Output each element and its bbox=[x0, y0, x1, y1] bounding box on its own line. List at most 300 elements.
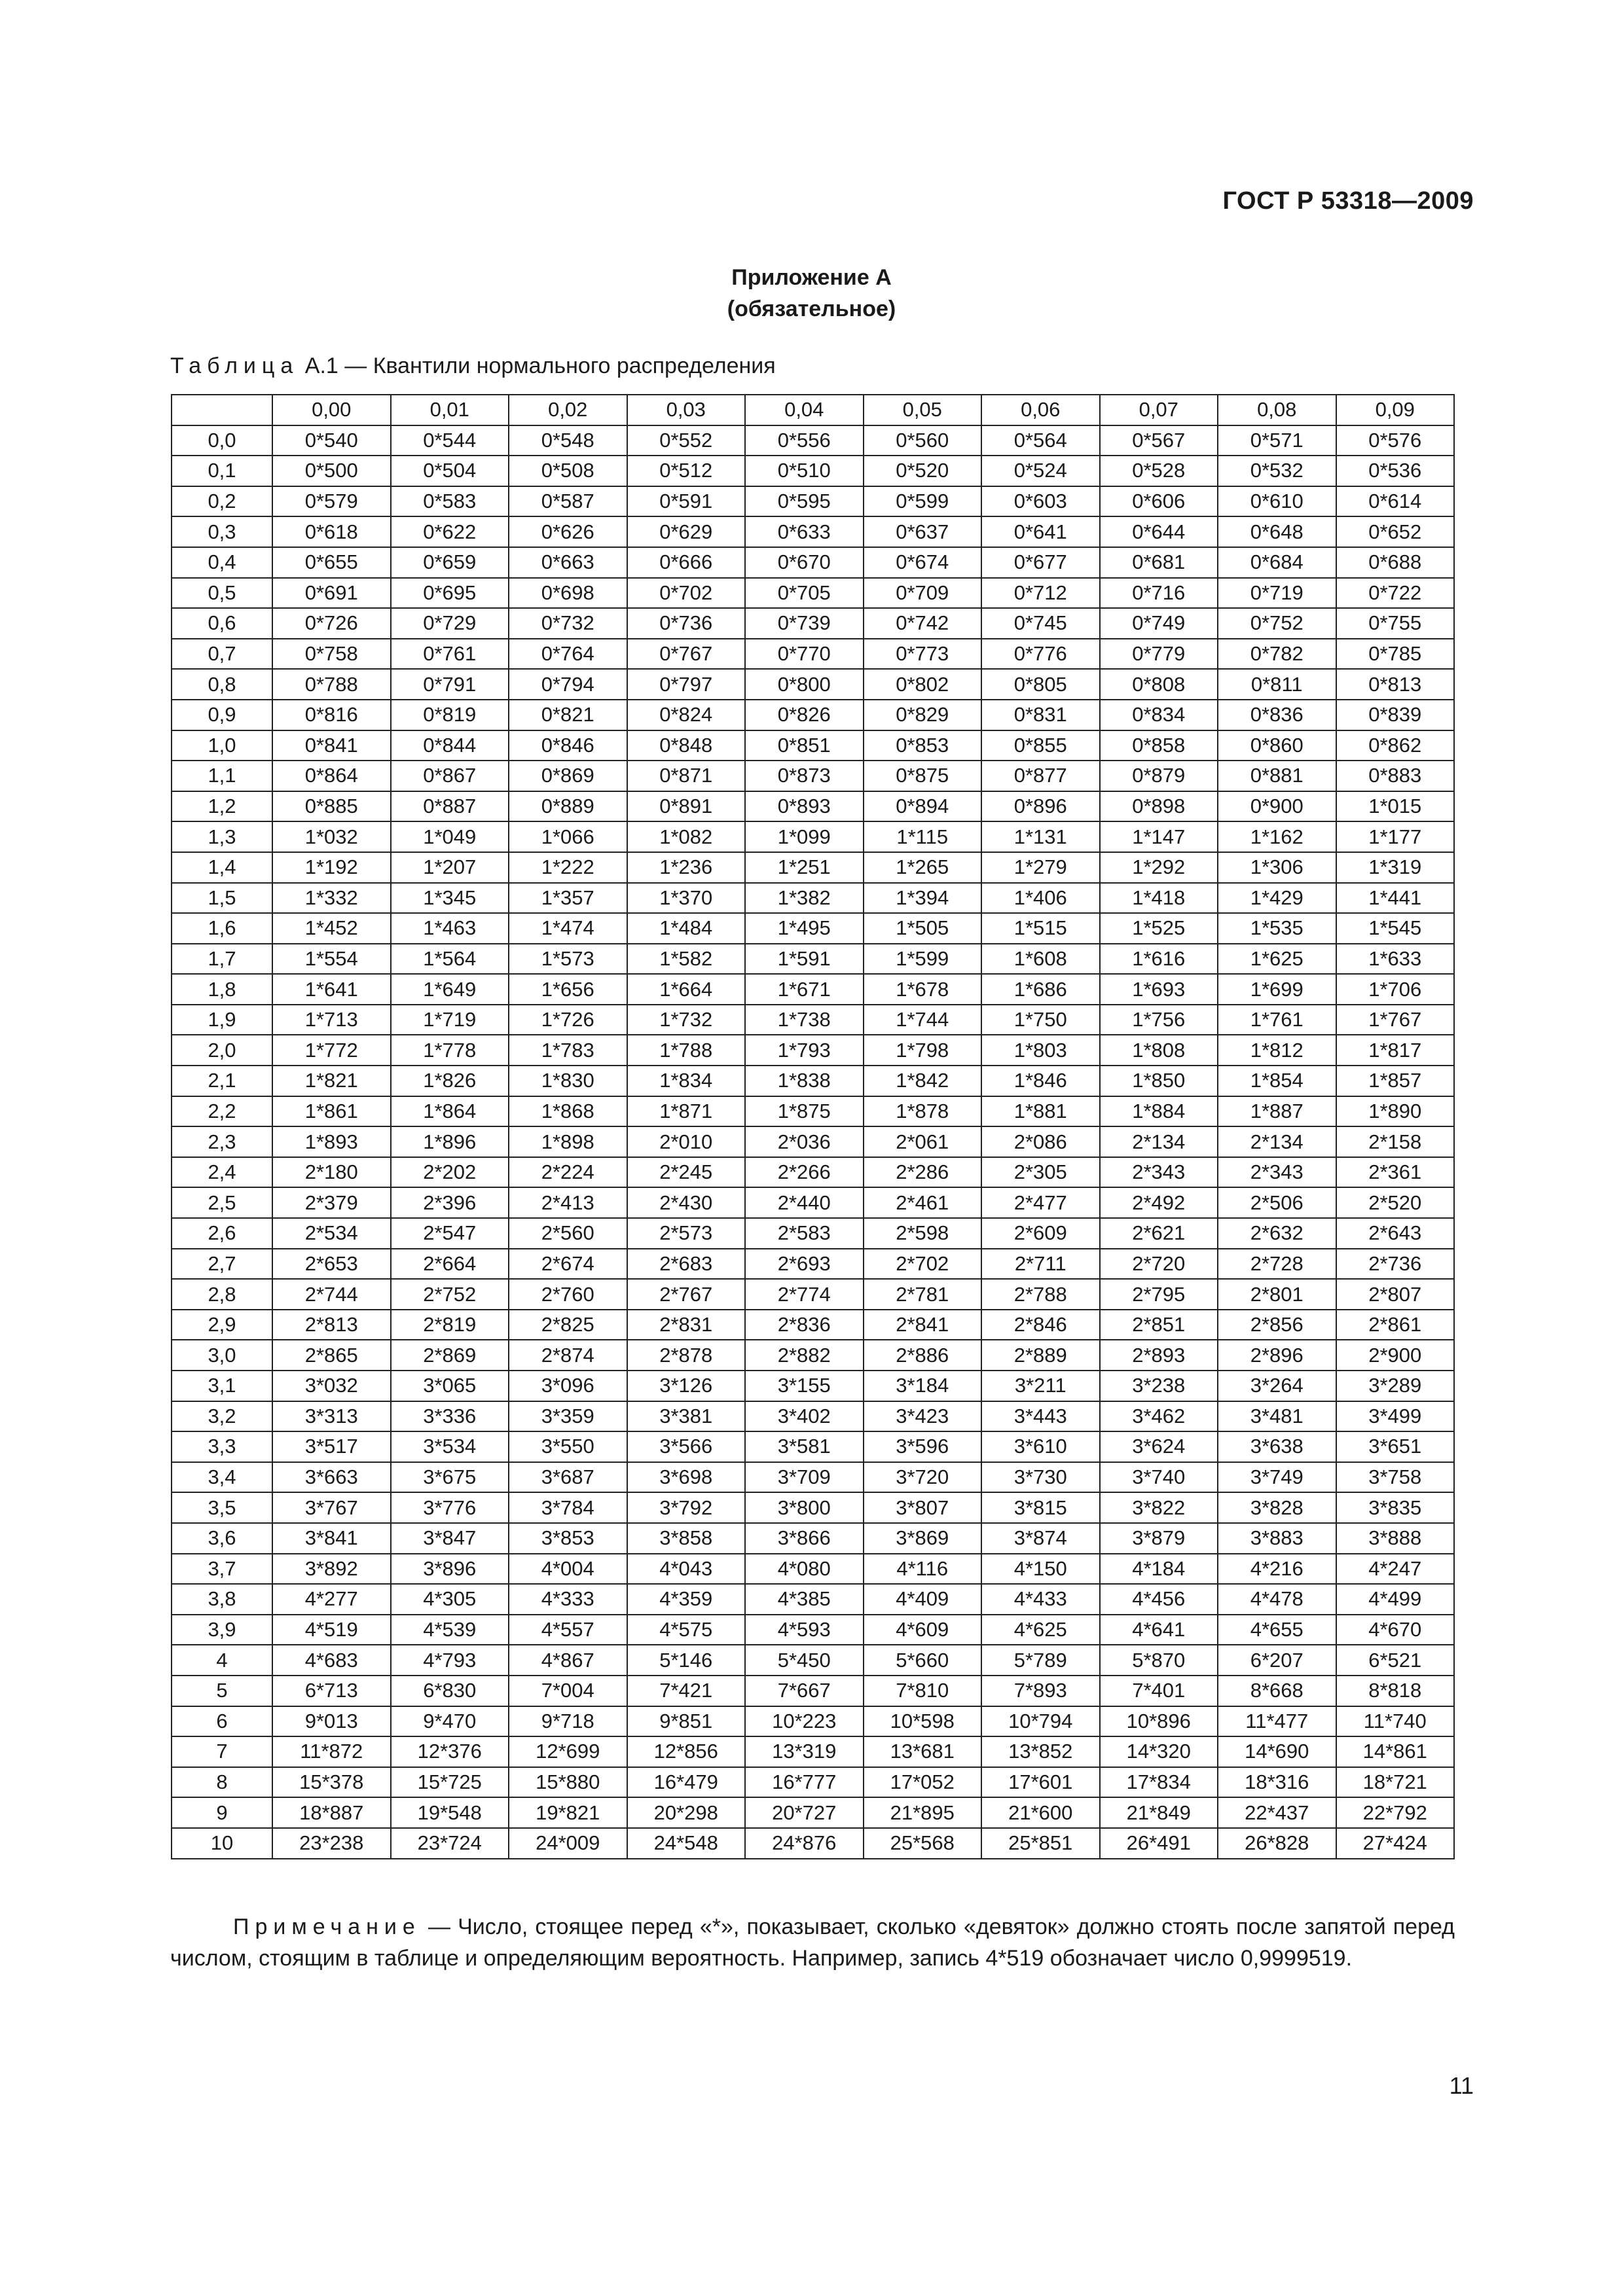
table-cell: 3*126 bbox=[627, 1371, 746, 1401]
table-cell: 0*867 bbox=[391, 761, 509, 791]
table-cell: 0*510 bbox=[745, 456, 864, 486]
row-label-cell: 2,0 bbox=[172, 1035, 272, 1066]
table-row bbox=[172, 1279, 1454, 1310]
appendix-title bbox=[0, 262, 1623, 325]
table-cell: 0*761 bbox=[391, 639, 509, 670]
table-cell: 1*032 bbox=[272, 821, 391, 852]
table-cell: 14*861 bbox=[1336, 1736, 1455, 1767]
table-cell: 1*147 bbox=[1100, 821, 1218, 852]
table-cell: 0*898 bbox=[1100, 791, 1218, 822]
table-row bbox=[172, 1005, 1454, 1035]
table-cell: 1*649 bbox=[391, 974, 509, 1005]
table-cell: 0*702 bbox=[627, 578, 746, 609]
table-row bbox=[172, 1310, 1454, 1340]
table-cell: 8*668 bbox=[1218, 1676, 1336, 1706]
table-cell: 1*896 bbox=[391, 1126, 509, 1157]
table-cell: 0*829 bbox=[864, 700, 982, 730]
table-row bbox=[172, 1462, 1454, 1493]
column-header: 0,02 bbox=[509, 395, 627, 425]
table-cell: 3*807 bbox=[864, 1492, 982, 1523]
table-cell: 0*698 bbox=[509, 578, 627, 609]
table-cell: 1*505 bbox=[864, 913, 982, 944]
table-cell: 1*131 bbox=[981, 821, 1100, 852]
table-cell: 9*718 bbox=[509, 1706, 627, 1737]
table-cell: 0*688 bbox=[1336, 547, 1455, 578]
table-cell: 3*534 bbox=[391, 1431, 509, 1462]
table-cell: 2*813 bbox=[272, 1310, 391, 1340]
table-cell: 0*633 bbox=[745, 516, 864, 547]
row-label-cell: 1,9 bbox=[172, 1005, 272, 1035]
table-cell: 3*822 bbox=[1100, 1492, 1218, 1523]
table-cell: 0*732 bbox=[509, 608, 627, 639]
table-cell: 0*802 bbox=[864, 669, 982, 700]
table-cell: 1*418 bbox=[1100, 883, 1218, 914]
table-cell: 21*895 bbox=[864, 1797, 982, 1828]
table-cell: 3*784 bbox=[509, 1492, 627, 1523]
table-cell: 0*544 bbox=[391, 425, 509, 456]
table-cell: 0*524 bbox=[981, 456, 1100, 486]
table-row bbox=[172, 883, 1454, 914]
table-cell: 0*556 bbox=[745, 425, 864, 456]
table-cell: 0*739 bbox=[745, 608, 864, 639]
table-cell: 4*247 bbox=[1336, 1554, 1455, 1585]
table-cell: 3*517 bbox=[272, 1431, 391, 1462]
table-cell: 2*573 bbox=[627, 1218, 746, 1249]
table-cell: 0*719 bbox=[1218, 578, 1336, 609]
table-row bbox=[172, 1035, 1454, 1066]
table-cell: 17*052 bbox=[864, 1767, 982, 1798]
table-cell: 0*674 bbox=[864, 547, 982, 578]
table-cell: 3*499 bbox=[1336, 1401, 1455, 1432]
table-cell: 1*761 bbox=[1218, 1005, 1336, 1035]
table-cell: 0*691 bbox=[272, 578, 391, 609]
table-cell: 0*670 bbox=[745, 547, 864, 578]
table-cell: 4*216 bbox=[1218, 1554, 1336, 1585]
row-label-cell: 1,6 bbox=[172, 913, 272, 944]
table-cell: 2*878 bbox=[627, 1340, 746, 1371]
table-cell: 1*798 bbox=[864, 1035, 982, 1066]
table-cell: 2*086 bbox=[981, 1126, 1100, 1157]
table-cell: 0*864 bbox=[272, 761, 391, 791]
table-cell: 7*004 bbox=[509, 1676, 627, 1706]
table-cell: 4*593 bbox=[745, 1615, 864, 1645]
table-cell: 2*534 bbox=[272, 1218, 391, 1249]
note-label: Примечание bbox=[233, 1914, 421, 1939]
table-cell: 3*720 bbox=[864, 1462, 982, 1493]
table-row bbox=[172, 1126, 1454, 1157]
table-cell: 12*699 bbox=[509, 1736, 627, 1767]
table-row bbox=[172, 1340, 1454, 1371]
table-cell: 0*831 bbox=[981, 700, 1100, 730]
table-cell: 0*705 bbox=[745, 578, 864, 609]
row-label-cell: 0,3 bbox=[172, 516, 272, 547]
header-corner-cell bbox=[172, 395, 272, 425]
table-cell: 1*525 bbox=[1100, 913, 1218, 944]
table-cell: 1*251 bbox=[745, 852, 864, 883]
table-cell: 3*663 bbox=[272, 1462, 391, 1493]
table-cell: 3*238 bbox=[1100, 1371, 1218, 1401]
table-row bbox=[172, 1371, 1454, 1401]
table-cell: 0*655 bbox=[272, 547, 391, 578]
table-cell: 3*264 bbox=[1218, 1371, 1336, 1401]
table-cell: 0*755 bbox=[1336, 608, 1455, 639]
row-label-cell: 0,7 bbox=[172, 639, 272, 670]
table-cell: 2*869 bbox=[391, 1340, 509, 1371]
table-cell: 1*750 bbox=[981, 1005, 1100, 1035]
table-cell: 3*624 bbox=[1100, 1431, 1218, 1462]
table-cell: 17*834 bbox=[1100, 1767, 1218, 1798]
table-cell: 5*660 bbox=[864, 1645, 982, 1676]
table-row bbox=[172, 1676, 1454, 1706]
table-cell: 23*724 bbox=[391, 1828, 509, 1859]
table-note bbox=[170, 1911, 1455, 1974]
table-row bbox=[172, 1706, 1454, 1737]
table-cell: 4*519 bbox=[272, 1615, 391, 1645]
table-cell: 0*622 bbox=[391, 516, 509, 547]
table-cell: 3*462 bbox=[1100, 1401, 1218, 1432]
table-cell: 3*858 bbox=[627, 1523, 746, 1554]
table-cell: 9*851 bbox=[627, 1706, 746, 1737]
table-row bbox=[172, 1797, 1454, 1828]
table-cell: 2*202 bbox=[391, 1157, 509, 1188]
table-cell: 0*839 bbox=[1336, 700, 1455, 730]
table-row bbox=[172, 669, 1454, 700]
table-cell: 1*767 bbox=[1336, 1005, 1455, 1035]
table-cell: 0*540 bbox=[272, 425, 391, 456]
table-cell: 4*004 bbox=[509, 1554, 627, 1585]
table-cell: 1*115 bbox=[864, 821, 982, 852]
table-row bbox=[172, 700, 1454, 730]
table-cell: 19*548 bbox=[391, 1797, 509, 1828]
row-label-cell: 4 bbox=[172, 1645, 272, 1676]
table-cell: 7*893 bbox=[981, 1676, 1100, 1706]
appendix-heading: Приложение А bbox=[731, 265, 892, 290]
table-row bbox=[172, 1431, 1454, 1462]
table-caption bbox=[170, 353, 776, 379]
table-cell: 0*873 bbox=[745, 761, 864, 791]
table-cell: 1*177 bbox=[1336, 821, 1455, 852]
table-row bbox=[172, 456, 1454, 486]
table-cell: 1*222 bbox=[509, 852, 627, 883]
table-cell: 15*725 bbox=[391, 1767, 509, 1798]
row-label-cell: 3,1 bbox=[172, 1371, 272, 1401]
table-cell: 1*452 bbox=[272, 913, 391, 944]
row-label-cell: 6 bbox=[172, 1706, 272, 1737]
table-cell: 1*834 bbox=[627, 1066, 746, 1096]
table-cell: 0*591 bbox=[627, 486, 746, 517]
table-cell: 4*557 bbox=[509, 1615, 627, 1645]
table-cell: 0*846 bbox=[509, 730, 627, 761]
table-cell: 4*625 bbox=[981, 1615, 1100, 1645]
table-cell: 0*877 bbox=[981, 761, 1100, 791]
table-cell: 1*474 bbox=[509, 913, 627, 944]
table-cell: 1*292 bbox=[1100, 852, 1218, 883]
table-cell: 11*872 bbox=[272, 1736, 391, 1767]
table-cell: 0*788 bbox=[272, 669, 391, 700]
table-cell: 1*871 bbox=[627, 1096, 746, 1127]
table-cell: 24*876 bbox=[745, 1828, 864, 1859]
table-cell: 0*500 bbox=[272, 456, 391, 486]
table-cell: 2*396 bbox=[391, 1187, 509, 1218]
table-cell: 3*698 bbox=[627, 1462, 746, 1493]
table-cell: 0*520 bbox=[864, 456, 982, 486]
table-cell: 4*499 bbox=[1336, 1584, 1455, 1615]
table-cell: 1*793 bbox=[745, 1035, 864, 1066]
table-cell: 0*552 bbox=[627, 425, 746, 456]
table-cell: 2*134 bbox=[1100, 1126, 1218, 1157]
table-cell: 3*847 bbox=[391, 1523, 509, 1554]
row-label-cell: 1,0 bbox=[172, 730, 272, 761]
table-cell: 1*573 bbox=[509, 944, 627, 975]
table-cell: 4*575 bbox=[627, 1615, 746, 1645]
table-cell: 4*333 bbox=[509, 1584, 627, 1615]
table-row bbox=[172, 1401, 1454, 1432]
row-label-cell: 0,2 bbox=[172, 486, 272, 517]
table-cell: 22*437 bbox=[1218, 1797, 1336, 1828]
table-cell: 1*857 bbox=[1336, 1066, 1455, 1096]
table-cell: 18*887 bbox=[272, 1797, 391, 1828]
table-cell: 0*508 bbox=[509, 456, 627, 486]
table-cell: 12*376 bbox=[391, 1736, 509, 1767]
table-cell: 2*825 bbox=[509, 1310, 627, 1340]
table-cell: 0*564 bbox=[981, 425, 1100, 456]
table-cell: 4*793 bbox=[391, 1645, 509, 1676]
table-cell: 3*853 bbox=[509, 1523, 627, 1554]
row-label-cell: 2,5 bbox=[172, 1187, 272, 1218]
table-cell: 0*860 bbox=[1218, 730, 1336, 761]
table-cell: 0*576 bbox=[1336, 425, 1455, 456]
table-cell: 0*889 bbox=[509, 791, 627, 822]
table-row bbox=[172, 944, 1454, 975]
table-cell: 3*749 bbox=[1218, 1462, 1336, 1493]
table-cell: 2*744 bbox=[272, 1279, 391, 1310]
table-cell: 2*841 bbox=[864, 1310, 982, 1340]
table-row bbox=[172, 547, 1454, 578]
table-cell: 0*618 bbox=[272, 516, 391, 547]
table-cell: 0*663 bbox=[509, 547, 627, 578]
table-cell: 2*856 bbox=[1218, 1310, 1336, 1340]
table-cell: 2*788 bbox=[981, 1279, 1100, 1310]
table-cell: 0*583 bbox=[391, 486, 509, 517]
table-cell: 4*609 bbox=[864, 1615, 982, 1645]
table-cell: 0*875 bbox=[864, 761, 982, 791]
table-cell: 0*659 bbox=[391, 547, 509, 578]
table-cell: 0*881 bbox=[1218, 761, 1336, 791]
table-cell: 11*740 bbox=[1336, 1706, 1455, 1737]
table-cell: 1*535 bbox=[1218, 913, 1336, 944]
table-row bbox=[172, 1767, 1454, 1798]
table-cell: 0*736 bbox=[627, 608, 746, 639]
table-cell: 2*286 bbox=[864, 1157, 982, 1188]
table-cell: 1*162 bbox=[1218, 821, 1336, 852]
table-cell: 1*738 bbox=[745, 1005, 864, 1035]
table-row bbox=[172, 791, 1454, 822]
table-cell: 3*883 bbox=[1218, 1523, 1336, 1554]
table-cell: 2*245 bbox=[627, 1157, 746, 1188]
table-cell: 1*192 bbox=[272, 852, 391, 883]
table-cell: 1*890 bbox=[1336, 1096, 1455, 1127]
table-cell: 16*777 bbox=[745, 1767, 864, 1798]
table-cell: 1*495 bbox=[745, 913, 864, 944]
table-row bbox=[172, 1157, 1454, 1188]
table-cell: 3*815 bbox=[981, 1492, 1100, 1523]
table-cell: 0*871 bbox=[627, 761, 746, 791]
table-cell: 4*043 bbox=[627, 1554, 746, 1585]
table-cell: 2*305 bbox=[981, 1157, 1100, 1188]
table-cell: 2*874 bbox=[509, 1340, 627, 1371]
table-cell: 6*713 bbox=[272, 1676, 391, 1706]
table-cell: 2*836 bbox=[745, 1310, 864, 1340]
table-cell: 14*690 bbox=[1218, 1736, 1336, 1767]
table-cell: 18*721 bbox=[1336, 1767, 1455, 1798]
table-cell: 1*484 bbox=[627, 913, 746, 944]
table-cell: 22*792 bbox=[1336, 1797, 1455, 1828]
table-cell: 0*648 bbox=[1218, 516, 1336, 547]
table-cell: 2*702 bbox=[864, 1249, 982, 1280]
table-cell: 0*869 bbox=[509, 761, 627, 791]
table-cell: 1*394 bbox=[864, 883, 982, 914]
table-cell: 5*146 bbox=[627, 1645, 746, 1676]
table-cell: 2*343 bbox=[1218, 1157, 1336, 1188]
table-cell: 0*716 bbox=[1100, 578, 1218, 609]
table-cell: 3*758 bbox=[1336, 1462, 1455, 1493]
row-label-cell: 0,6 bbox=[172, 608, 272, 639]
table-cell: 4*478 bbox=[1218, 1584, 1336, 1615]
row-label-cell: 2,1 bbox=[172, 1066, 272, 1096]
table-cell: 1*756 bbox=[1100, 1005, 1218, 1035]
row-label-cell: 1,1 bbox=[172, 761, 272, 791]
table-cell: 2*851 bbox=[1100, 1310, 1218, 1340]
table-cell: 3*313 bbox=[272, 1401, 391, 1432]
table-cell: 0*749 bbox=[1100, 608, 1218, 639]
table-cell: 2*361 bbox=[1336, 1157, 1455, 1188]
table-cell: 1*554 bbox=[272, 944, 391, 975]
table-cell: 21*600 bbox=[981, 1797, 1100, 1828]
table-cell: 0*610 bbox=[1218, 486, 1336, 517]
table-body bbox=[172, 425, 1454, 1859]
page-number: 11 bbox=[1449, 2072, 1474, 2099]
table-header-row bbox=[172, 395, 1454, 425]
table-cell: 0*855 bbox=[981, 730, 1100, 761]
table-cell: 0*742 bbox=[864, 608, 982, 639]
table-cell: 3*866 bbox=[745, 1523, 864, 1554]
table-cell: 1*671 bbox=[745, 974, 864, 1005]
table-cell: 1*564 bbox=[391, 944, 509, 975]
column-header: 0,04 bbox=[745, 395, 864, 425]
table-cell: 2*134 bbox=[1218, 1126, 1336, 1157]
table-cell: 0*794 bbox=[509, 669, 627, 700]
table-cell: 2*440 bbox=[745, 1187, 864, 1218]
table-cell: 3*443 bbox=[981, 1401, 1100, 1432]
table-cell: 3*638 bbox=[1218, 1431, 1336, 1462]
table-cell: 0*603 bbox=[981, 486, 1100, 517]
table-row bbox=[172, 913, 1454, 944]
table-cell: 1*864 bbox=[391, 1096, 509, 1127]
table-cell: 2*379 bbox=[272, 1187, 391, 1218]
row-label-cell: 1,2 bbox=[172, 791, 272, 822]
table-cell: 2*846 bbox=[981, 1310, 1100, 1340]
table-cell: 13*852 bbox=[981, 1736, 1100, 1767]
table-cell: 2*893 bbox=[1100, 1340, 1218, 1371]
table-cell: 13*681 bbox=[864, 1736, 982, 1767]
table-cell: 7*810 bbox=[864, 1676, 982, 1706]
table-cell: 1*345 bbox=[391, 883, 509, 914]
table-cell: 0*752 bbox=[1218, 608, 1336, 639]
table-cell: 5*789 bbox=[981, 1645, 1100, 1676]
table-row bbox=[172, 761, 1454, 791]
table-cell: 2*801 bbox=[1218, 1279, 1336, 1310]
table-cell: 2*609 bbox=[981, 1218, 1100, 1249]
table-cell: 0*797 bbox=[627, 669, 746, 700]
row-label-cell: 2,2 bbox=[172, 1096, 272, 1127]
table-cell: 3*675 bbox=[391, 1462, 509, 1493]
table-cell: 3*651 bbox=[1336, 1431, 1455, 1462]
column-header: 0,07 bbox=[1100, 395, 1218, 425]
column-header: 0,05 bbox=[864, 395, 982, 425]
table-cell: 0*729 bbox=[391, 608, 509, 639]
table-cell: 1*821 bbox=[272, 1066, 391, 1096]
table-cell: 1*846 bbox=[981, 1066, 1100, 1096]
table-cell: 1*788 bbox=[627, 1035, 746, 1066]
table-cell: 2*547 bbox=[391, 1218, 509, 1249]
table-cell: 1*066 bbox=[509, 821, 627, 852]
column-header: 0,08 bbox=[1218, 395, 1336, 425]
row-label-cell: 3,0 bbox=[172, 1340, 272, 1371]
table-cell: 3*032 bbox=[272, 1371, 391, 1401]
table-cell: 2*180 bbox=[272, 1157, 391, 1188]
table-cell: 2*036 bbox=[745, 1126, 864, 1157]
table-cell: 4*116 bbox=[864, 1554, 982, 1585]
table-cell: 1*207 bbox=[391, 852, 509, 883]
table-cell: 0*512 bbox=[627, 456, 746, 486]
table-cell: 1*830 bbox=[509, 1066, 627, 1096]
table-cell: 0*684 bbox=[1218, 547, 1336, 578]
table-row bbox=[172, 1523, 1454, 1554]
table-cell: 2*882 bbox=[745, 1340, 864, 1371]
table-cell: 0*844 bbox=[391, 730, 509, 761]
table-cell: 1*808 bbox=[1100, 1035, 1218, 1066]
table-cell: 0*567 bbox=[1100, 425, 1218, 456]
table-cell: 0*785 bbox=[1336, 639, 1455, 670]
table-cell: 2*819 bbox=[391, 1310, 509, 1340]
table-cell: 12*856 bbox=[627, 1736, 746, 1767]
row-label-cell: 1,7 bbox=[172, 944, 272, 975]
table-cell: 1*463 bbox=[391, 913, 509, 944]
row-label-cell: 0,5 bbox=[172, 578, 272, 609]
table-cell: 0*767 bbox=[627, 639, 746, 670]
table-cell: 3*359 bbox=[509, 1401, 627, 1432]
table-cell: 0*776 bbox=[981, 639, 1100, 670]
table-row bbox=[172, 1187, 1454, 1218]
table-row bbox=[172, 1249, 1454, 1280]
table-row bbox=[172, 1584, 1454, 1615]
table-cell: 1*515 bbox=[981, 913, 1100, 944]
table-cell: 2*653 bbox=[272, 1249, 391, 1280]
table-caption-text: А.1 — Квантили нормального распределения bbox=[304, 353, 776, 378]
table-cell: 3*767 bbox=[272, 1492, 391, 1523]
table-cell: 0*528 bbox=[1100, 456, 1218, 486]
table-cell: 0*745 bbox=[981, 608, 1100, 639]
table-cell: 0*836 bbox=[1218, 700, 1336, 730]
table-cell: 4*080 bbox=[745, 1554, 864, 1585]
table-cell: 3*792 bbox=[627, 1492, 746, 1523]
table-cell: 2*158 bbox=[1336, 1126, 1455, 1157]
table-cell: 3*336 bbox=[391, 1401, 509, 1432]
table-cell: 3*566 bbox=[627, 1431, 746, 1462]
table-row bbox=[172, 608, 1454, 639]
table-cell: 3*581 bbox=[745, 1431, 864, 1462]
row-label-cell: 1,8 bbox=[172, 974, 272, 1005]
